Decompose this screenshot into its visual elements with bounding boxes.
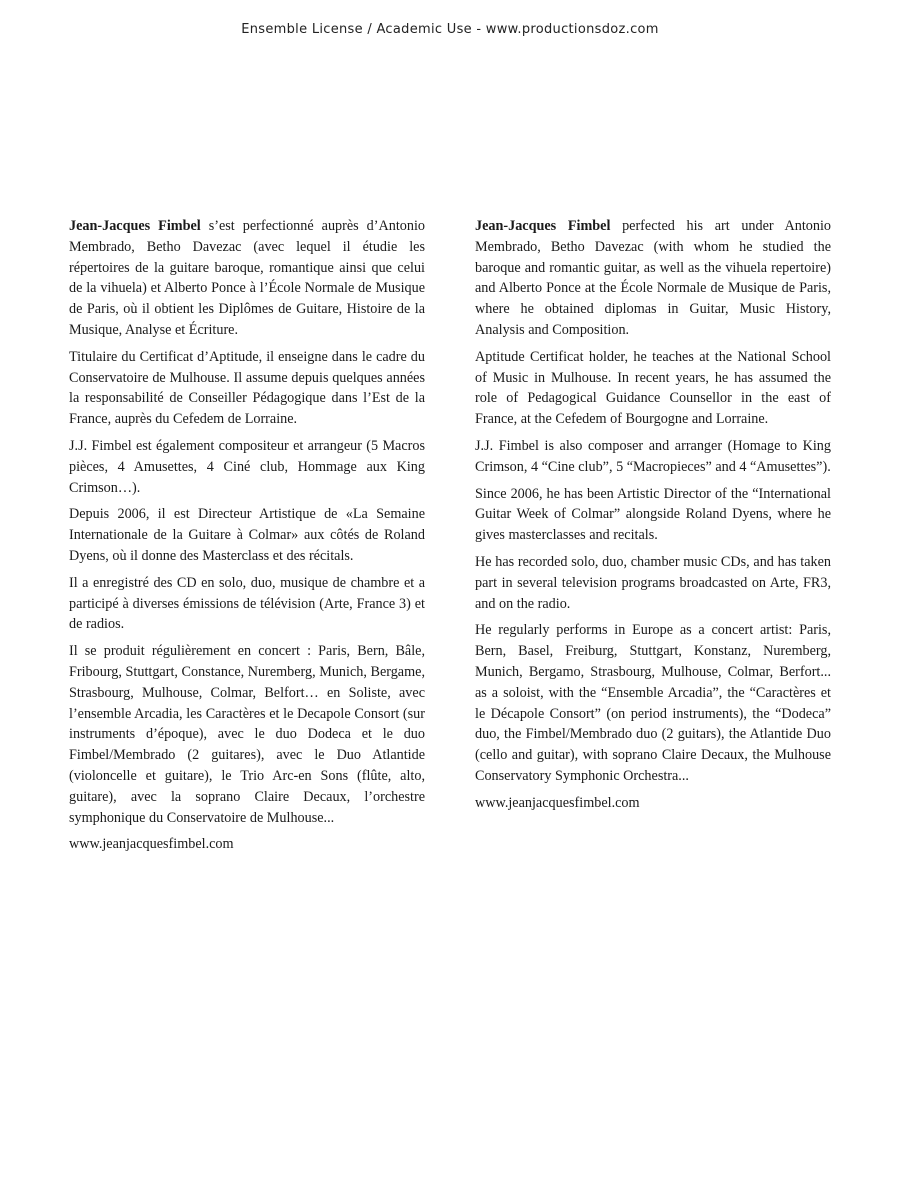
fr-paragraph-2: Titulaire du Certificat d’Aptitude, il enseigne dans le cadre du Conservatoire de Mulhouse. Il assume depuis quelques années la responsabilité de Conseiller Pédagogique dans l’Est de la France, auprès du Cefedem de Lorraine.: [69, 348, 425, 428]
fr-artist-name: Jean-Jacques Fimbel: [69, 218, 201, 234]
fr-website-link[interactable]: www.jeanjacquesfimbel.com: [69, 836, 234, 853]
fr-paragraph-1-text: s’est perfectionné auprès d’Antonio Membrado, Betho Davezac (avec lequel il étudie les répertoires de la guitare baroque, romantique ainsi que celui de la vihuela) et Alberto Ponce à l’École Normale de Musique de Paris, où il obtient les Diplômes de Guitare, Histoire de la Musique, Analyse et Écriture.: [69, 218, 425, 338]
fr-paragraph-3: J.J. Fimbel est également compositeur et arrangeur (5 Macros pièces, 4 Amusettes, 4 Ciné club, Hommage aux King Crimson…).: [69, 437, 425, 496]
en-paragraph-4: Since 2006, he has been Artistic Director of the “International Guitar Week of Colmar” alongside Roland Dyens, where he gives masterclasses and recitals.: [475, 485, 831, 544]
en-paragraph-1: [475, 216, 831, 341]
fr-paragraph-1: [69, 216, 425, 341]
english-biography: [475, 216, 831, 820]
en-paragraph-2: Aptitude Certificat holder, he teaches at the National School of Music in Mulhouse. In recent years, he has assumed the role of Pedagogical Guidance Counsellor in the east of France, at the Cefedem of Bourgogne and Lorraine.: [475, 348, 831, 428]
en-paragraph-6: He regularly performs in Europe as a concert artist: Paris, Bern, Basel, Freiburg, Stuttgart, Konstanz, Nuremberg, Munich, Bergamo, Strasbourg, Mulhouse, Colmar, Berfort... as a soloist, with the “Ensemble Arcadia”, the “Caractères et le Décapole Consort” (on period instruments), the “Dodeca” duo, the Fimbel/Membrado duo (2 guitars), the Atlantide Duo (cello and guitar), with soprano Claire Decaux, the Mulhouse Conservatory Symphonic Orchestra...: [475, 622, 831, 784]
en-paragraph-3: J.J. Fimbel is also composer and arranger (Homage to King Crimson, 4 “Cine club”, 5 “Macropieces” and 4 “Amusettes”).: [475, 437, 831, 475]
en-artist-name: Jean-Jacques Fimbel: [475, 218, 611, 234]
en-website-link[interactable]: www.jeanjacquesfimbel.com: [475, 794, 640, 811]
en-paragraph-1-text: perfected his art under Antonio Membrado, Betho Davezac (with whom he studied the baroque and romantic guitar, as well as the vihuela repertoire) and Alberto Ponce at the École Normale de Musique de Paris, where he obtained diplomas in Guitar, Music History, Analysis and Composition.: [475, 218, 831, 338]
fr-paragraph-6: Il se produit régulièrement en concert : Paris, Bern, Bâle, Fribourg, Stuttgart, Constance, Nuremberg, Munich, Bergame, Strasbourg, Mulhouse, Colmar, Belfort… en Soliste, avec l’ensemble Arcadia, les Caractères et le Decapole Consort (sur instruments d’époque), avec le duo Dodeca et le duo Fimbel/Membrado (2 guitares), avec le Duo Atlantide (violoncelle et guitare), le Trio Arc-en Sons (flûte, alto, guitare), avec la soprano Claire Decaux, l’orchestre symphonique du Conservatoire de Mulhouse...: [69, 643, 425, 826]
fr-paragraph-4: Depuis 2006, il est Directeur Artistique de «La Semaine Internationale de la Guitare à Colmar» aux côtés de Roland Dyens, où il donne des Masterclass et des récitals.: [69, 506, 425, 564]
en-paragraph-5: He has recorded solo, duo, chamber music CDs, and has taken part in several television programs broadcasted on Arte, FR3, and on the radio.: [475, 553, 831, 612]
license-header: Ensemble License / Academic Use - www.productionsdoz.com: [241, 22, 659, 37]
fr-paragraph-5: Il a enregistré des CD en solo, duo, musique de chambre et a participé à diverses émissions de télévision (Arte, France 3) et de radios.: [69, 574, 425, 633]
french-biography: [69, 216, 425, 861]
